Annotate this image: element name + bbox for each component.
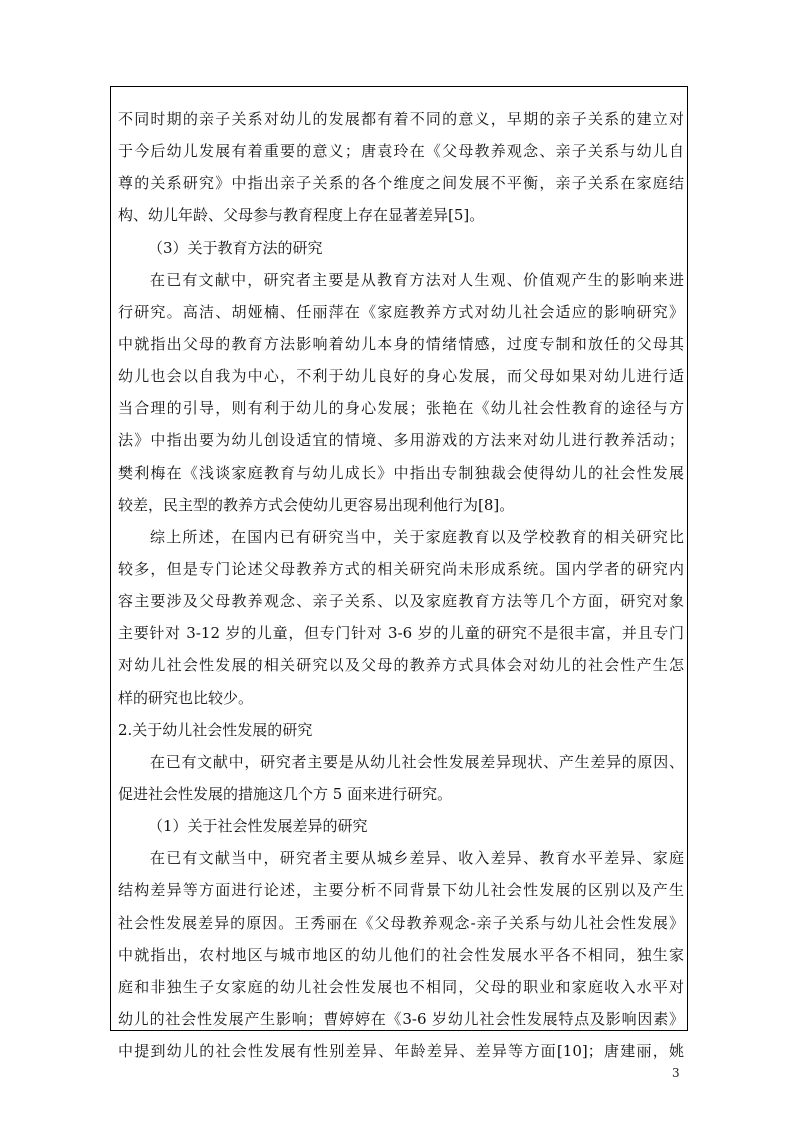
text-line: 中提到幼儿的社会性发展有性别差异、年龄差异、差异等方面[10]；唐建丽，姚	[118, 1042, 684, 1061]
text-line: 中就指出，农村地区与城市地区的幼儿他们的社会性发展水平各不相同，独生家	[118, 945, 684, 964]
text-line: 法》中指出要为幼儿创设适宜的情境、多用游戏的方法来对幼儿进行教养活动；	[118, 431, 684, 450]
text-line: 在已有文献中，研究者主要是从教育方法对人生观、价值观产生的影响来进	[150, 270, 684, 289]
text-line: 构、幼儿年龄、父母参与教育程度上存在显著差异[5]。	[118, 206, 485, 225]
text-line: 主要针对 3-12 岁的儿童，但专门针对 3-6 岁的儿童的研究不是很丰富，并且专门	[118, 624, 684, 643]
text-line: 样的研究也比较少。	[118, 688, 254, 707]
text-line: （3）关于教育方法的研究	[148, 238, 323, 257]
page-number: 3	[672, 1066, 680, 1080]
text-line: 中就指出父母的教育方法影响着幼儿本身的情绪情感，过度专制和放任的父母其	[118, 334, 684, 353]
text-line: 较差，民主型的教养方式会使幼儿更容易出现利他行为[8]。	[118, 495, 515, 514]
text-line: 行研究。高洁、胡娅楠、任丽萍在《家庭教养方式对幼儿社会适应的影响研究》	[118, 302, 684, 321]
text-line: 容主要涉及父母教养观念、亲子关系、以及家庭教育方法等几个方面，研究对象	[118, 592, 684, 611]
text-line: 尊的关系研究》中指出亲子关系的各个维度之间发展不平衡，亲子关系在家庭结	[118, 174, 684, 193]
text-line: 在已有文献中，研究者主要是从幼儿社会性发展差异现状、产生差异的原因、	[150, 752, 684, 771]
text-line: 樊利梅在《浅谈家庭教育与幼儿成长》中指出专制独裁会使得幼儿的社会性发展	[118, 463, 684, 482]
text-line: 促进社会性发展的措施这几个方 5 面来进行研究。	[118, 784, 453, 803]
text-line: 幼儿也会以自我为中心，不利于幼儿良好的身心发展，而父母如果对幼儿进行适	[118, 367, 684, 386]
text-line: 不同时期的亲子关系对幼儿的发展都有着不同的意义，早期的亲子关系的建立对	[118, 110, 684, 128]
text-line: （1）关于社会性发展差异的研究	[148, 817, 368, 836]
text-line: 对幼儿社会性发展的相关研究以及父母的教养方式具体会对幼儿的社会性产生怎	[118, 656, 684, 675]
text-line: 较多，但是专门论述父母教养方式的相关研究尚未形成系统。国内学者的研究内	[118, 559, 684, 578]
text-line: 2.关于幼儿社会性发展的研究	[118, 720, 313, 739]
text-line: 结构差异等方面进行论述，主要分析不同背景下幼儿社会性发展的区别以及产生	[118, 881, 684, 900]
text-line: 幼儿的社会性发展产生影响；曹婷婷在《3-6 岁幼儿社会性发展特点及影响因素》	[118, 1009, 684, 1028]
text-line: 综上所述，在国内已有研究当中，关于家庭教育以及学校教育的相关研究比	[150, 527, 684, 546]
text-line: 社会性发展差异的原因。王秀丽在《父母教养观念-亲子关系与幼儿社会性发展》	[118, 913, 684, 932]
text-line: 当合理的引导，则有利于幼儿的身心发展；张艳在《幼儿社会性教育的途径与方	[118, 399, 684, 418]
text-line: 在已有文献当中，研究者主要从城乡差异、收入差异、教育水平差异、家庭	[150, 849, 684, 868]
document-body	[118, 103, 684, 1067]
text-line: 于今后幼儿发展有着重要的意义；唐袁玲在《父母教养观念、亲子关系与幼儿自	[118, 142, 684, 161]
text-line: 庭和非独生子女家庭的幼儿社会性发展也不相同，父母的职业和家庭收入水平对	[118, 977, 684, 996]
document-table-cell	[110, 86, 688, 1061]
